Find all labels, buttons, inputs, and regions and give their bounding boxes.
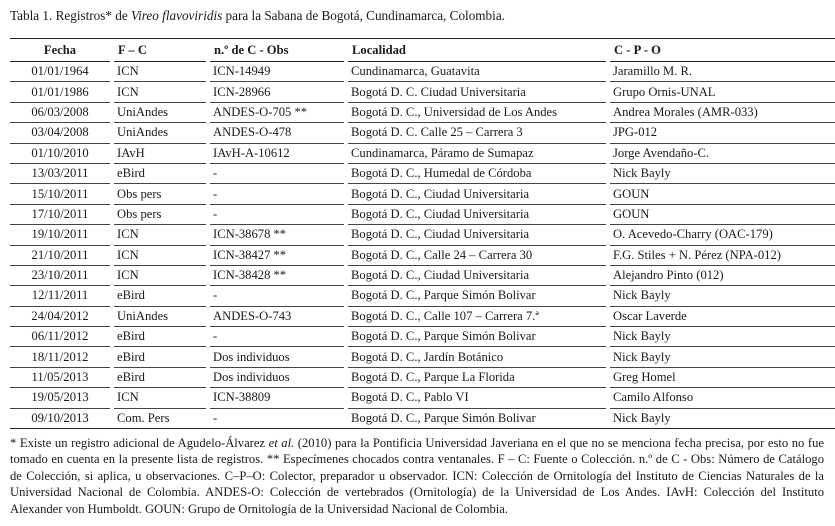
- cell-fecha: 19/05/2013: [10, 388, 110, 408]
- cell-fecha: 01/10/2010: [10, 143, 110, 163]
- cell-numero-catalogo: ICN-28966: [210, 82, 344, 102]
- cell-colector: Nick Bayly: [610, 327, 835, 347]
- cell-localidad: Bogotá D. C. Ciudad Universitaria: [348, 82, 606, 102]
- cell-localidad: Cundinamarca, Páramo de Sumapaz: [348, 143, 606, 163]
- cell-fecha: 12/11/2011: [10, 286, 110, 306]
- cell-numero-catalogo: ANDES-O-478: [210, 123, 344, 143]
- cell-colector: Nick Bayly: [610, 347, 835, 367]
- cell-numero-catalogo: ICN-38678 **: [210, 225, 344, 245]
- cell-fuente-coleccion: Obs pers: [114, 184, 206, 204]
- cell-colector: GOUN: [610, 184, 835, 204]
- cell-fuente-coleccion: UniAndes: [114, 306, 206, 326]
- table-row: [10, 347, 835, 367]
- cell-fecha: 19/10/2011: [10, 225, 110, 245]
- cell-fecha: 03/04/2008: [10, 123, 110, 143]
- cell-localidad: Bogotá D. C., Ciudad Universitaria: [348, 265, 606, 285]
- header-localidad: Localidad: [348, 39, 606, 62]
- cell-colector: Nick Bayly: [610, 286, 835, 306]
- cell-fecha: 13/03/2011: [10, 163, 110, 183]
- cell-numero-catalogo: -: [210, 163, 344, 183]
- table-row: [10, 82, 835, 102]
- cell-localidad: Bogotá D. C., Calle 24 – Carrera 30: [348, 245, 606, 265]
- cell-colector: F.G. Stiles + N. Pérez (NPA-012): [610, 245, 835, 265]
- footnote-part-2: (2010) para la Pontificia Universidad Javeriana en el que no se menciona fecha precisa, por esto no fue tomado en cuenta en la presente lista de registros. ** Especímenes chocados contra ventanales. F – C: Fuente o Colección. n.º de C - Obs: Número de Catálogo de Colección, si aplica, u observaciones. C–P–O: Colector, preparador u observador. ICN: Colección de Ornitología del Instituto de Ciencias Naturales de la Universidad Nacional de Colombia. ANDES-O: Colección de vertebrados (Ornitología) de la Universidad de Los Andes. IAvH: Colección del Instituto Alexander von Humboldt. GOUN: Grupo de Ornitología de la Universidad Nacional de Colombia.: [10, 436, 824, 516]
- table-row: [10, 184, 835, 204]
- cell-numero-catalogo: IAvH-A-10612: [210, 143, 344, 163]
- cell-fecha: 15/10/2011: [10, 184, 110, 204]
- header-row: [10, 39, 835, 62]
- cell-fecha: 17/10/2011: [10, 204, 110, 224]
- table-row: [10, 123, 835, 143]
- cell-fuente-coleccion: IAvH: [114, 143, 206, 163]
- cell-colector: Camilo Alfonso: [610, 388, 835, 408]
- header-fuente-coleccion: F – C: [114, 39, 206, 62]
- table-row: [10, 102, 835, 122]
- cell-fuente-coleccion: eBird: [114, 163, 206, 183]
- cell-colector: Nick Bayly: [610, 408, 835, 428]
- cell-numero-catalogo: ANDES-O-743: [210, 306, 344, 326]
- cell-fuente-coleccion: ICN: [114, 225, 206, 245]
- cell-colector: Andrea Morales (AMR-033): [610, 102, 835, 122]
- table-row: [10, 327, 835, 347]
- caption-species-name: Vireo flavoviridis: [131, 8, 223, 23]
- cell-localidad: Bogotá D. C., Parque Simón Bolivar: [348, 286, 606, 306]
- cell-fuente-coleccion: ICN: [114, 265, 206, 285]
- table-row: [10, 388, 835, 408]
- cell-colector: GOUN: [610, 204, 835, 224]
- cell-numero-catalogo: -: [210, 327, 344, 347]
- header-numero-catalogo: n.º de C - Obs: [210, 39, 344, 62]
- cell-fuente-coleccion: Obs pers: [114, 204, 206, 224]
- cell-localidad: Bogotá D. C., Universidad de Los Andes: [348, 102, 606, 122]
- cell-numero-catalogo: Dos individuos: [210, 367, 344, 387]
- cell-fecha: 18/11/2012: [10, 347, 110, 367]
- caption-suffix: para la Sabana de Bogotá, Cundinamarca, Colombia.: [222, 8, 505, 23]
- cell-localidad: Bogotá D. C., Parque Simón Bolivar: [348, 327, 606, 347]
- cell-colector: Jorge Avendaño-C.: [610, 143, 835, 163]
- cell-localidad: Bogotá D. C., Pablo VI: [348, 388, 606, 408]
- cell-fuente-coleccion: Com. Pers: [114, 408, 206, 428]
- cell-localidad: Bogotá D. C., Ciudad Universitaria: [348, 204, 606, 224]
- table-row: [10, 163, 835, 183]
- cell-numero-catalogo: -: [210, 204, 344, 224]
- cell-numero-catalogo: ICN-38809: [210, 388, 344, 408]
- table-row: [10, 408, 835, 428]
- cell-localidad: Bogotá D. C., Parque Simón Bolivar: [348, 408, 606, 428]
- cell-colector: Jaramillo M. R.: [610, 62, 835, 82]
- cell-colector: Oscar Laverde: [610, 306, 835, 326]
- cell-fecha: 24/04/2012: [10, 306, 110, 326]
- cell-fuente-coleccion: ICN: [114, 82, 206, 102]
- cell-numero-catalogo: ICN-38428 **: [210, 265, 344, 285]
- header-colector: C - P - O: [610, 39, 835, 62]
- cell-fuente-coleccion: eBird: [114, 286, 206, 306]
- footnote-et-al: et al.: [268, 436, 295, 450]
- footnote-part-1: * Existe un registro adicional de Agudelo-Álvarez: [10, 436, 269, 450]
- cell-fuente-coleccion: ICN: [114, 245, 206, 265]
- table-row: [10, 286, 835, 306]
- cell-colector: Alejandro Pinto (012): [610, 265, 835, 285]
- cell-fecha: 11/05/2013: [10, 367, 110, 387]
- caption-prefix: Tabla 1. Registros* de: [10, 8, 132, 23]
- cell-numero-catalogo: -: [210, 184, 344, 204]
- table-row: [10, 245, 835, 265]
- cell-fuente-coleccion: UniAndes: [114, 123, 206, 143]
- cell-fecha: 01/01/1986: [10, 82, 110, 102]
- cell-numero-catalogo: -: [210, 408, 344, 428]
- table-footnote: [10, 435, 824, 517]
- cell-localidad: Bogotá D. C., Parque La Florida: [348, 367, 606, 387]
- cell-colector: JPG-012: [610, 123, 835, 143]
- cell-fuente-coleccion: ICN: [114, 388, 206, 408]
- table-row: [10, 204, 835, 224]
- table-row: [10, 265, 835, 285]
- cell-fecha: 09/10/2013: [10, 408, 110, 428]
- cell-fuente-coleccion: eBird: [114, 347, 206, 367]
- cell-fuente-coleccion: ICN: [114, 62, 206, 82]
- table-row: [10, 367, 835, 387]
- cell-numero-catalogo: -: [210, 286, 344, 306]
- table-row: [10, 225, 835, 245]
- cell-fuente-coleccion: eBird: [114, 327, 206, 347]
- cell-colector: Grupo Ornis-UNAL: [610, 82, 835, 102]
- cell-localidad: Bogotá D. C., Ciudad Universitaria: [348, 184, 606, 204]
- cell-colector: Nick Bayly: [610, 163, 835, 183]
- cell-localidad: Bogotá D. C. Calle 25 – Carrera 3: [348, 123, 606, 143]
- cell-numero-catalogo: Dos individuos: [210, 347, 344, 367]
- cell-numero-catalogo: ICN-14949: [210, 62, 344, 82]
- cell-colector: Greg Homel: [610, 367, 835, 387]
- cell-fuente-coleccion: eBird: [114, 367, 206, 387]
- cell-fecha: 21/10/2011: [10, 245, 110, 265]
- cell-localidad: Cundinamarca, Guatavita: [348, 62, 606, 82]
- table-body: [10, 62, 835, 429]
- cell-localidad: Bogotá D. C., Jardín Botánico: [348, 347, 606, 367]
- cell-localidad: Bogotá D. C., Ciudad Universitaria: [348, 225, 606, 245]
- table-row: [10, 62, 835, 82]
- cell-fecha: 06/11/2012: [10, 327, 110, 347]
- cell-localidad: Bogotá D. C., Humedal de Córdoba: [348, 163, 606, 183]
- table-caption: [10, 8, 505, 24]
- cell-fecha: 01/01/1964: [10, 62, 110, 82]
- cell-numero-catalogo: ICN-38427 **: [210, 245, 344, 265]
- cell-fuente-coleccion: UniAndes: [114, 102, 206, 122]
- cell-colector: O. Acevedo-Charry (OAC-179): [610, 225, 835, 245]
- cell-numero-catalogo: ANDES-O-705 **: [210, 102, 344, 122]
- table-row: [10, 306, 835, 326]
- records-table: [10, 38, 835, 429]
- header-fecha: Fecha: [10, 39, 110, 62]
- cell-fecha: 23/10/2011: [10, 265, 110, 285]
- table-row: [10, 143, 835, 163]
- table-header: [10, 39, 835, 62]
- cell-localidad: Bogotá D. C., Calle 107 – Carrera 7.ª: [348, 306, 606, 326]
- cell-fecha: 06/03/2008: [10, 102, 110, 122]
